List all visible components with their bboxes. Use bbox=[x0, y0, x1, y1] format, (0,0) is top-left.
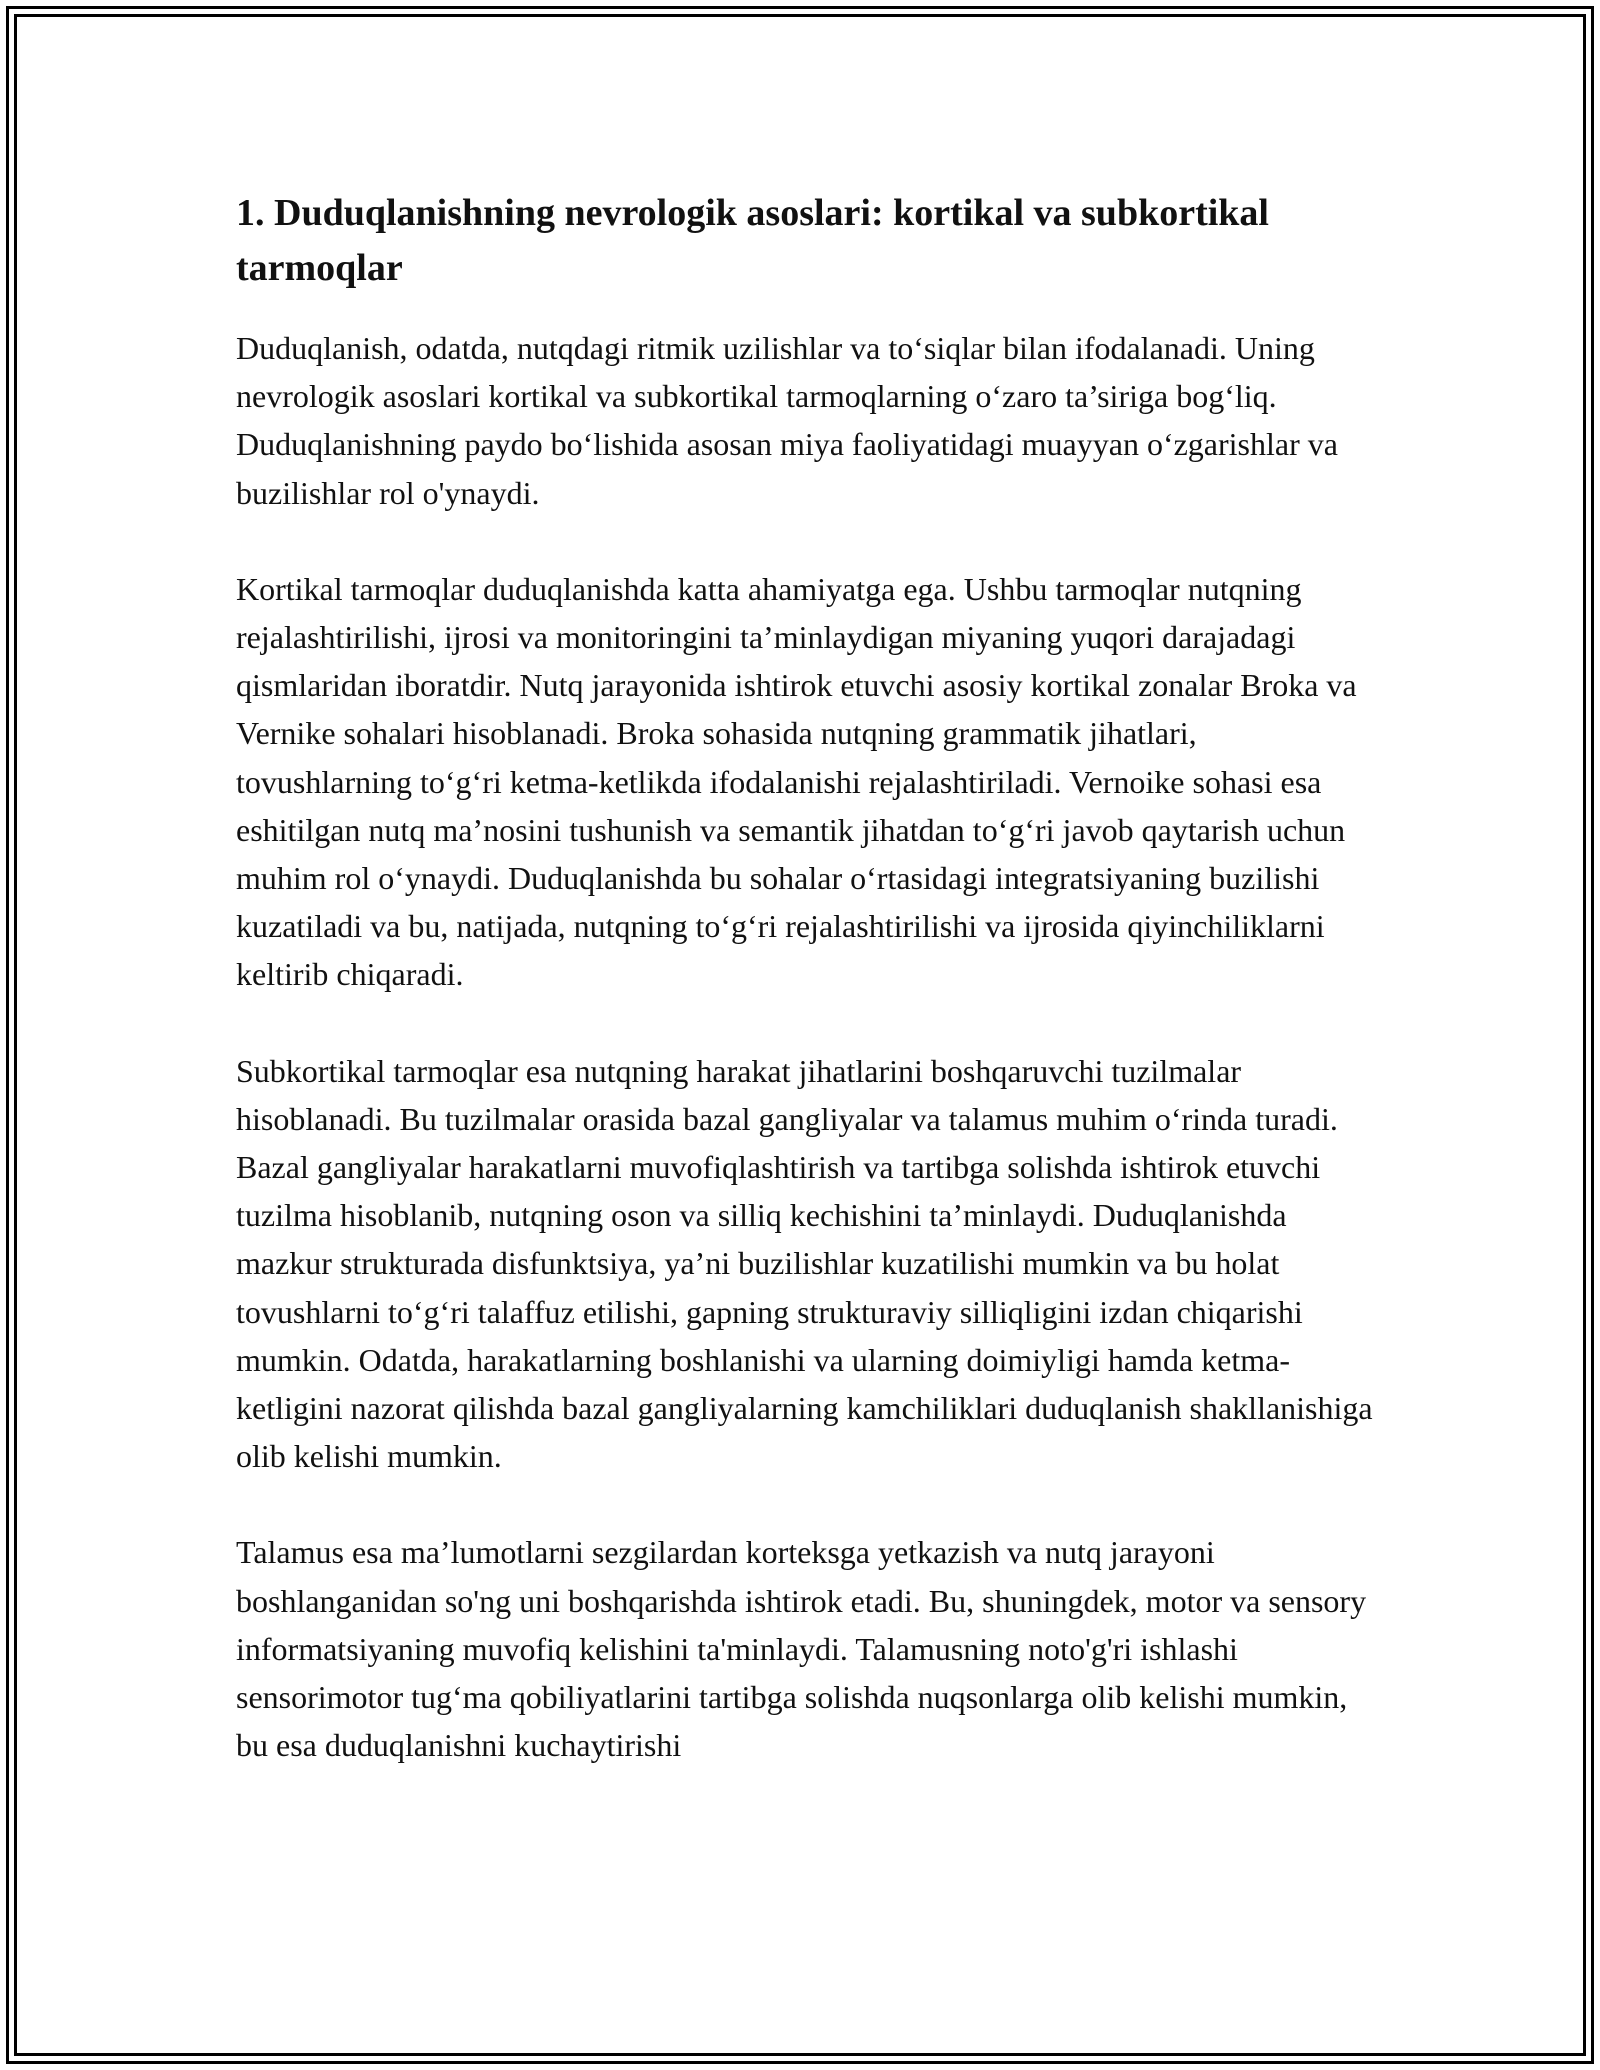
paragraph-4: Talamus esa ma’lumotlarni sezgilardan korteksga yetkazish va nutq jarayoni boshlanganidan so'ng uni boshqarishda ishtirok etadi. Bu, shuningdek, motor va sensory informatsiyaning muvofiq kelishini ta'minlaydi. Talamusning noto'g'ri ishlashi sensorimotor tug‘ma qobiliyatlarini tartibga solishda nuqsonlarga olib kelishi mumkin, bu esa duduqlanishni kuchaytirishi bbox=[236, 1534, 1367, 1764]
document-body bbox=[236, 186, 1376, 1769]
paragraph-3: Subkortikal tarmoqlar esa nutqning harakat jihatlarini boshqaruvchi tuzilmalar hisoblanadi. Bu tuzilmalar orasida bazal gangliyalar va talamus muhim o‘rinda turadi. Bazal gangliyalar harakatlarni muvofiqlashtirish va tartibga solishda ishtirok etuvchi tuzilma hisoblanib, nutqning oson va silliq kechishini ta’minlaydi. Duduqlanishda mazkur strukturada disfunktsiya, ya’ni buzilishlar kuzatilishi mumkin va bu holat tovushlarni to‘g‘ri talaffuz etilishi, gapning strukturaviy silliqligini izdan chiqarishi mumkin. Odatda, harakatlarning boshlanishi va ularning doimiyligi hamda ketma-ketligini nazorat qilishda bazal gangliyalarning kamchiliklari duduqlanish shakllanishiga olib kelishi mumkin. bbox=[236, 1052, 1373, 1475]
section-title: 1. Duduqlanishning nevrologik asoslari: kortikal va subkortikal tarmoqlar bbox=[236, 192, 1269, 289]
paragraph-2: Kortikal tarmoqlar duduqlanishda katta ahamiyatga ega. Ushbu tarmoqlar nutqning rejalashtirilishi, ijrosi va monitoringini ta’minlaydigan miyaning yuqori darajadagi qismlaridan iboratdir. Nutq jarayonida ishtirok etuvchi asosiy kortikal zonalar Broka va Vernike sohalari hisoblanadi. Broka sohasida nutqning grammatik jihatlari, tovushlarning to‘g‘ri ketma-ketlikda ifodalanishi rejalashtiriladi. Vernoike sohasi esa eshitilgan nutq ma’nosini tushunish va semantik jihatdan to‘g‘ri javob qaytarish uchun muhim rol o‘ynaydi. Duduqlanishda bu sohalar o‘rtasidagi integratsiyaning buzilishi kuzatiladi va bu, natijada, nutqning to‘g‘ri rejalashtirilishi va ijrosida qiyinchiliklarni keltirib chiqaradi. bbox=[236, 570, 1357, 993]
paragraph-1: Duduqlanish, odatda, nutqdagi ritmik uzilishlar va to‘siqlar bilan ifodalanadi. Uning nevrologik asoslari kortikal va subkortikal tarmoqlarning o‘zaro ta’siriga bog‘liq. Duduqlanishning paydo bo‘lishida asosan miya faoliyatidagi muayyan o‘zgarishlar va buzilishlar rol o'ynaydi. bbox=[236, 330, 1338, 511]
